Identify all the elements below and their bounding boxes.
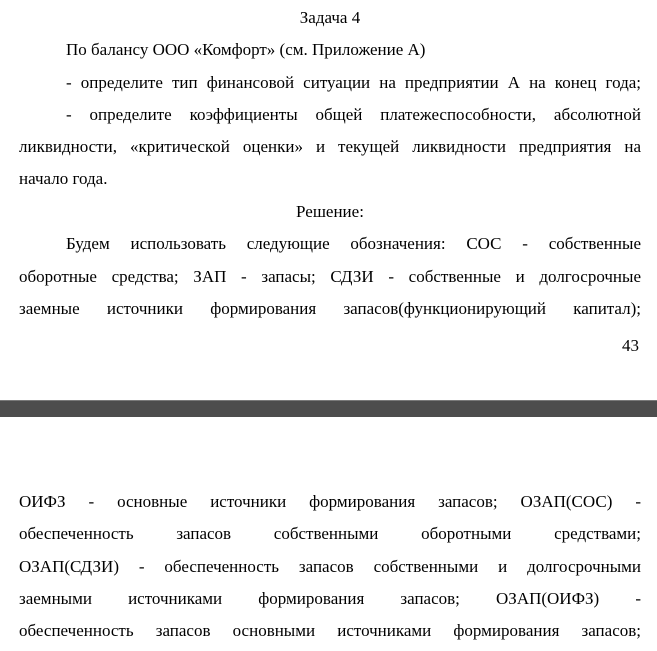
solution-line-2: оборотные средства; ЗАП - запасы; СДЗИ - собственные и долгосрочные xyxy=(19,267,641,286)
definitions-line-4: заемными источниками формирования запасов; ОЗАП(ОИФЗ) - xyxy=(19,589,641,608)
task-title: Задача 4 xyxy=(299,8,361,27)
task-source-line: По балансу ООО «Комфорт» (см. Приложение А) xyxy=(66,40,426,59)
task-item-2-line-1: - определите коэффициенты общей платежеспособности, абсолютной xyxy=(66,105,641,124)
task-item-2-line-3: начало года. xyxy=(19,169,108,188)
page-number: 43 xyxy=(622,336,639,355)
solution-line-3: заемные источники формирования запасов(функционирующий капитал); xyxy=(19,299,641,318)
definitions-line-2: обеспеченность запасов собственными оборотными средствами; xyxy=(19,524,641,543)
solution-heading: Решение: xyxy=(296,202,364,221)
task-item-2-line-2: ликвидности, «критической оценки» и текущей ликвидности предприятия на xyxy=(19,137,641,156)
page-separator xyxy=(0,401,657,417)
definitions-line-3: ОЗАП(СДЗИ) - обеспеченность запасов собственными и долгосрочными xyxy=(19,557,641,576)
solution-line-1: Будем использовать следующие обозначения: СОС - собственные xyxy=(66,234,641,253)
task-item-1: - определите тип финансовой ситуации на предприятии А на конец года; xyxy=(66,73,641,92)
definitions-line-1: ОИФЗ - основные источники формирования запасов; ОЗАП(СОС) - xyxy=(19,492,641,511)
document-page-2 xyxy=(0,417,657,651)
definitions-line-5: обеспеченность запасов основными источниками формирования запасов; xyxy=(19,621,641,640)
